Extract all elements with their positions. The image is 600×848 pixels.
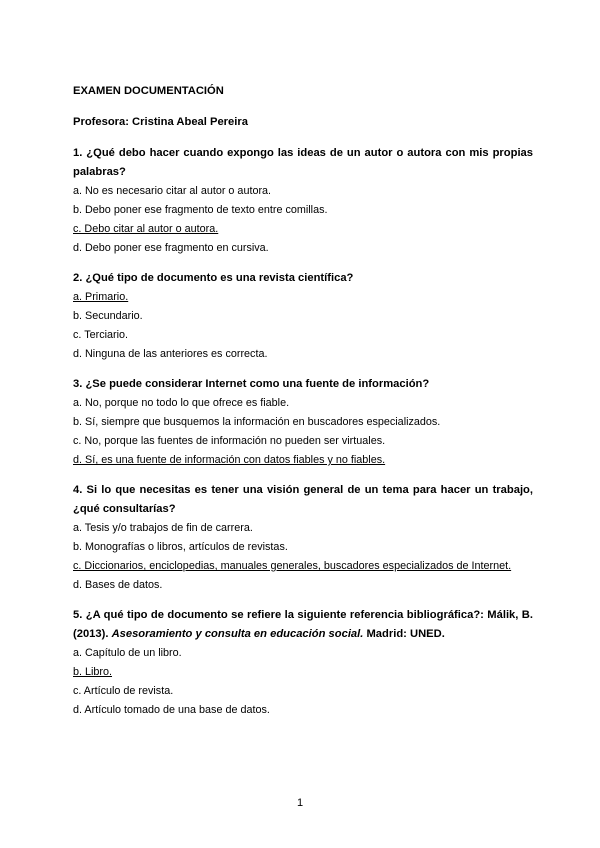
option-b: b. Sí, siempre que busquemos la información en buscadores especializados. bbox=[73, 416, 441, 428]
option-a-correct: a. Primario. bbox=[73, 291, 129, 303]
question-3 bbox=[73, 375, 533, 470]
question-1 bbox=[73, 144, 533, 258]
question-text: 3. ¿Se puede considerar Internet como una fuente de información? bbox=[73, 378, 430, 390]
option-a: a. Capítulo de un libro. bbox=[73, 647, 182, 659]
document-title: EXAMEN DOCUMENTACIÓN bbox=[73, 85, 224, 97]
option-b: b. Debo poner ese fragmento de texto entre comillas. bbox=[73, 204, 328, 216]
option-c-correct: c. Diccionarios, enciclopedias, manuales generales, buscadores especializados de Internet. bbox=[73, 560, 512, 572]
question-5 bbox=[73, 606, 533, 720]
option-a: a. Tesis y/o trabajos de fin de carrera. bbox=[73, 522, 253, 534]
option-d: d. Artículo tomado de una base de datos. bbox=[73, 704, 270, 716]
option-d: d. Debo poner ese fragmento en cursiva. bbox=[73, 242, 269, 254]
question-text bbox=[73, 606, 533, 644]
option-d-correct: d. Sí, es una fuente de información con datos fiables y no fiables. bbox=[73, 454, 386, 466]
option-d: d. Bases de datos. bbox=[73, 579, 163, 591]
option-d: d. Ninguna de las anteriores es correcta. bbox=[73, 348, 268, 360]
option-c: c. No, porque las fuentes de información no pueden ser virtuales. bbox=[73, 435, 386, 447]
page-number: 1 bbox=[296, 797, 304, 809]
document-page bbox=[73, 82, 533, 731]
option-c-correct: c. Debo citar al autor o autora. bbox=[73, 223, 219, 235]
option-b: b. Secundario. bbox=[73, 310, 143, 322]
option-b: b. Monografías o libros, artículos de revistas. bbox=[73, 541, 288, 553]
question-text: 2. ¿Qué tipo de documento es una revista científica? bbox=[73, 272, 354, 284]
book-title: Asesoramiento y consulta en educación social. bbox=[111, 628, 364, 640]
question-text: 4. Si lo que necesitas es tener una visión general de un tema para hacer un trabajo, ¿qué consultarías? bbox=[73, 484, 533, 515]
option-c: c. Terciario. bbox=[73, 329, 129, 341]
question-2 bbox=[73, 269, 533, 364]
option-c: c. Artículo de revista. bbox=[73, 685, 174, 697]
option-b-correct: b. Libro. bbox=[73, 666, 113, 678]
question-4 bbox=[73, 481, 533, 595]
teacher-name: Profesora: Cristina Abeal Pereira bbox=[73, 116, 248, 128]
option-a: a. No es necesario citar al autor o autora. bbox=[73, 185, 272, 197]
option-a: a. No, porque no todo lo que ofrece es fiable. bbox=[73, 397, 290, 409]
question-text-start: 5. ¿A qué tipo de documento se refiere la siguiente referencia bibliográfica?: Málik, B. (2013). bbox=[73, 609, 533, 640]
question-text: 1. ¿Qué debo hacer cuando expongo las ideas de un autor o autora con mis propias palabras? bbox=[73, 147, 533, 178]
question-text-end: Madrid: UNED. bbox=[363, 628, 445, 640]
